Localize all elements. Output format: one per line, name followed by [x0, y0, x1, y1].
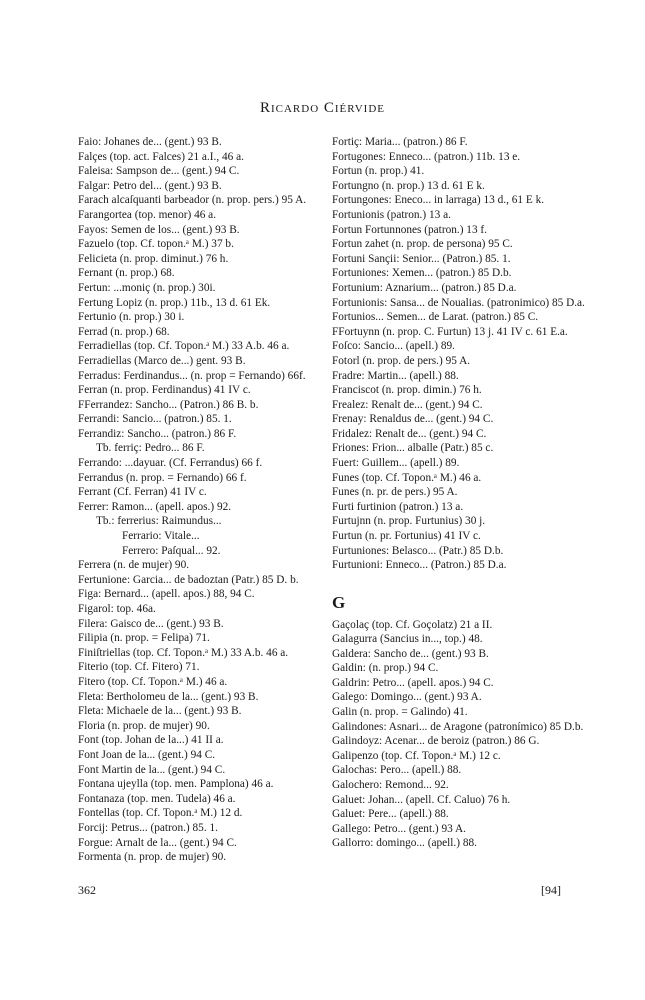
index-entry: Faleisa: Sampson de... (gent.) 94 C.	[78, 165, 240, 178]
index-entry: Gaçolaç (top. Cf. Goçolatz) 21 a II.	[332, 618, 493, 631]
index-entry: Fontellas (top. Cf. Topon.ᵃ M.) 12 d.	[78, 807, 243, 820]
index-entry: Fortiç: Maria... (patron.) 86 F.	[332, 136, 468, 148]
index-entry: Galagurra (Sancius in..., top.) 48.	[332, 633, 483, 646]
index-entry: Frealez: Renalt de... (gent.) 94 C.	[332, 398, 483, 411]
index-entry: Furtunioni: Enneco... (Patron.) 85 D.a.	[332, 559, 507, 572]
index-subentry: Ferrario: Vitale...	[122, 530, 200, 543]
index-entry: Galochero: Remond... 92.	[332, 779, 449, 792]
index-entry: Fernant (n. prop.) 68.	[78, 267, 175, 280]
index-entry: Galochas: Pero... (apell.) 88.	[332, 764, 462, 777]
index-entry: Fortun Fortunnones (patron.) 13 f.	[332, 223, 488, 236]
index-entry: Fortuniones: Xemen... (patron.) 85 D.b.	[332, 267, 512, 280]
index-entry: Fortuni Sançii: Senior... (Patron.) 85. 1.	[332, 252, 511, 265]
index-entry: Fertunio (n. prop.) 30 i.	[78, 311, 185, 324]
index-entry: Fortunios... Semen... de Larat. (patron.) 85 C.	[332, 311, 539, 324]
index-entry: Ferrandus (n. prop. = Fernando) 66 f.	[78, 471, 247, 484]
index-entry: Finiſtriellas (top. Cf. Topon.ᵃ M.) 33 A.b. 46 a.	[78, 646, 289, 659]
index-entry: Friones: Frion... alballe (Patr.) 85 c.	[332, 442, 494, 455]
bracketed-page-number: [94]	[541, 883, 561, 897]
index-entry: Floria (n. prop. de mujer) 90.	[78, 719, 210, 732]
section-letter-heading: G	[332, 592, 346, 612]
index-entry: Galin (n. prop. = Galindo) 41.	[332, 706, 468, 719]
index-entry: Fuert: Guillem... (apell.) 89.	[332, 457, 460, 470]
index-entry: Gallorro: domingo... (apell.) 88.	[332, 837, 477, 850]
left-column	[78, 136, 323, 866]
index-entry: Ferradiellas (top. Cf. Topon.ᵃ M.) 33 A.b. 46 a.	[78, 340, 290, 353]
index-entry: Franciscot (n. prop. dimin.) 76 h.	[332, 384, 482, 397]
index-entry: Ferrer: Ramon... (apell. apos.) 92.	[78, 500, 232, 513]
index-entry: Fertung Lopiz (n. prop.) 11b., 13 d. 61 Ek.	[78, 296, 271, 309]
index-entry: Frenay: Renaldus de... (gent.) 94 C.	[332, 413, 494, 426]
index-entry: Furtun (n. pr. Fortunius) 41 IV c.	[332, 530, 481, 543]
running-title: Ricardo Ciérvide	[259, 100, 386, 116]
index-entry: Fontanaza (top. men. Tudela) 46 a.	[78, 792, 236, 805]
index-entry: Galdrin: Petro... (apell. apos.) 94 C.	[332, 676, 494, 689]
index-entry: Farangortea (top. menor) 46 a.	[78, 208, 217, 221]
index-subentry: Ferrero: Paſqual... 92.	[122, 544, 221, 557]
index-entry: Fontana ujeylla (top. men. Pamplona) 46 a.	[78, 778, 274, 791]
index-entry: Ferran (n. prop. Ferdinandus) 41 IV c.	[78, 384, 251, 397]
index-entry: Galindoyz: Acenar... de beroiz (patron.) 86 G.	[332, 735, 540, 748]
index-entry: Galuet: Johan... (apell. Cf. Caluo) 76 h.	[332, 793, 511, 806]
index-entry: Filera: Gaisco de... (gent.) 93 B.	[78, 617, 224, 630]
index-entry: Forgue: Arnalt de la... (gent.) 94 C.	[78, 836, 237, 849]
index-entry: Fitero (top. Cf. Topon.ᵃ M.) 46 a.	[78, 675, 228, 688]
index-entry: FFortuynn (n. prop. C. Furtun) 13 j. 41 IV c. 61 E.a.	[332, 325, 568, 338]
index-entry: Galindones: Asnari... de Aragone (patronímico) 85 D.b.	[332, 720, 584, 733]
index-entry: Funes (top. Cf. Topon.ᵃ M.) 46 a.	[332, 471, 482, 484]
index-entry: Fortunionis: Sansa... de Noualias. (patronimico) 85 D.a.	[332, 296, 585, 309]
index-entry: FFerrandez: Sancho... (Patron.) 86 B. b.	[78, 398, 259, 411]
index-entry: Funes (n. pr. de pers.) 95 A.	[332, 486, 458, 499]
index-entry: Galuet: Pere... (apell.) 88.	[332, 808, 449, 821]
index-entry: Galdin: (n. prop.) 94 C.	[332, 662, 439, 675]
index-subentry: Tb.: ferrerius: Raimundus...	[96, 515, 222, 528]
index-entry: Fradre: Martin... (apell.) 88.	[332, 369, 459, 382]
index-entry: Fotorl (n. prop. de pers.) 95 A.	[332, 354, 471, 367]
index-entry: Fertun: ...moniç (n. prop.) 30i.	[78, 281, 216, 294]
index-entry: Fridalez: Renalt de... (gent.) 94 C.	[332, 427, 487, 440]
index-entry: Font (top. Johan de la...) 41 II a.	[78, 734, 224, 747]
index-entry: Galego: Domingo... (gent.) 93 A.	[332, 691, 482, 704]
index-entry: Falçes (top. act. Falces) 21 a.I., 46 a.	[78, 150, 244, 163]
index-entry: Figarol: top. 46a.	[78, 603, 156, 615]
index-entry: Fortun zahet (n. prop. de persona) 95 C.	[332, 238, 513, 251]
index-entry: Gallego: Petro... (gent.) 93 A.	[332, 822, 466, 835]
index-entry: Ferrera (n. de mujer) 90.	[78, 559, 190, 572]
index-entry: Ferrant (Cf. Ferran) 41 IV c.	[78, 486, 207, 499]
index-entry: Faio: Johanes de... (gent.) 93 B.	[78, 136, 222, 148]
index-entry: Fleta: Michaele de la... (gent.) 93 B.	[78, 705, 242, 718]
index-entry: Fortunium: Aznarium... (patron.) 85 D.a.	[332, 281, 517, 294]
index-entry: Ferrando: ...dayuar. (Cf. Ferrandus) 66 f.	[78, 457, 263, 470]
index-entry: Galipenzo (top. Cf. Topon.ᵃ M.) 12 c.	[332, 749, 501, 762]
index-entry: Fortugones: Enneco... (patron.) 11b. 13 e.	[332, 150, 521, 163]
index-entry: Fortungno (n. prop.) 13 d. 61 E k.	[332, 179, 485, 192]
index-entry: Furti furtinion (patron.) 13 a.	[332, 500, 464, 513]
index-entry: Fortunionis (patron.) 13 a.	[332, 208, 451, 221]
index-entry: Felicieta (n. prop. diminut.) 76 h.	[78, 252, 229, 265]
index-entry: Ferrad (n. prop.) 68.	[78, 325, 170, 338]
index-entry: Forcij: Petrus... (patron.) 85. 1.	[78, 821, 218, 834]
index-entry: Font Joan de la... (gent.) 94 C.	[78, 748, 216, 761]
index-entry: Galdera: Sancho de... (gent.) 93 B.	[332, 647, 489, 660]
index-entry: Fortungones: Eneco... in larraga) 13 d., 61 E k.	[332, 194, 545, 207]
right-column	[332, 136, 590, 852]
index-entry: Ferrandiz: Sancho... (patron.) 86 F.	[78, 427, 237, 440]
index-entry: Filipia (n. prop. = Felipa) 71.	[78, 632, 210, 645]
index-entry: Ferrandi: Sancio... (patron.) 85. 1.	[78, 413, 232, 426]
index-entry: Font Martin de la... (gent.) 94 C.	[78, 763, 226, 776]
index-entry: Fortun (n. prop.) 41.	[332, 165, 425, 178]
index-entry: Furtujnn (n. prop. Furtunius) 30 j.	[332, 515, 486, 528]
index-entry: Fleta: Bertholomeu de la... (gent.) 93 B.	[78, 690, 259, 703]
index-entry: Figa: Bernard... (apell. apos.) 88, 94 C.	[78, 588, 255, 601]
index-entry: Ferradus: Ferdinandus... (n. prop = Fernando) 66f.	[78, 369, 306, 382]
index-entry: Falgar: Petro del... (gent.) 93 B.	[78, 179, 222, 192]
page-number: 362	[78, 883, 96, 897]
index-entry: Ferradiellas (Marco de...) gent. 93 B.	[78, 354, 246, 367]
index-subentry: Tb. ferriç: Pedro... 86 F.	[96, 442, 205, 455]
index-entry: Farach alcaſquanti barbeador (n. prop. pers.) 95 A.	[78, 194, 307, 207]
index-entry: Foſco: Sancio... (apell.) 89.	[332, 340, 455, 353]
index-entry: Fazuelo (top. Cf. topon.ᵃ M.) 37 b.	[78, 238, 234, 251]
index-entry: Fayos: Semen de los... (gent.) 93 B.	[78, 223, 240, 236]
index-entry: Furtuniones: Belasco... (Patr.) 85 D.b.	[332, 544, 504, 557]
index-entry: Fertunione: Garcia... de badoztan (Patr.) 85 D. b.	[78, 573, 299, 586]
index-entry: Formenta (n. prop. de mujer) 90.	[78, 851, 227, 864]
index-entry: Fiterio (top. Cf. Fitero) 71.	[78, 661, 200, 674]
